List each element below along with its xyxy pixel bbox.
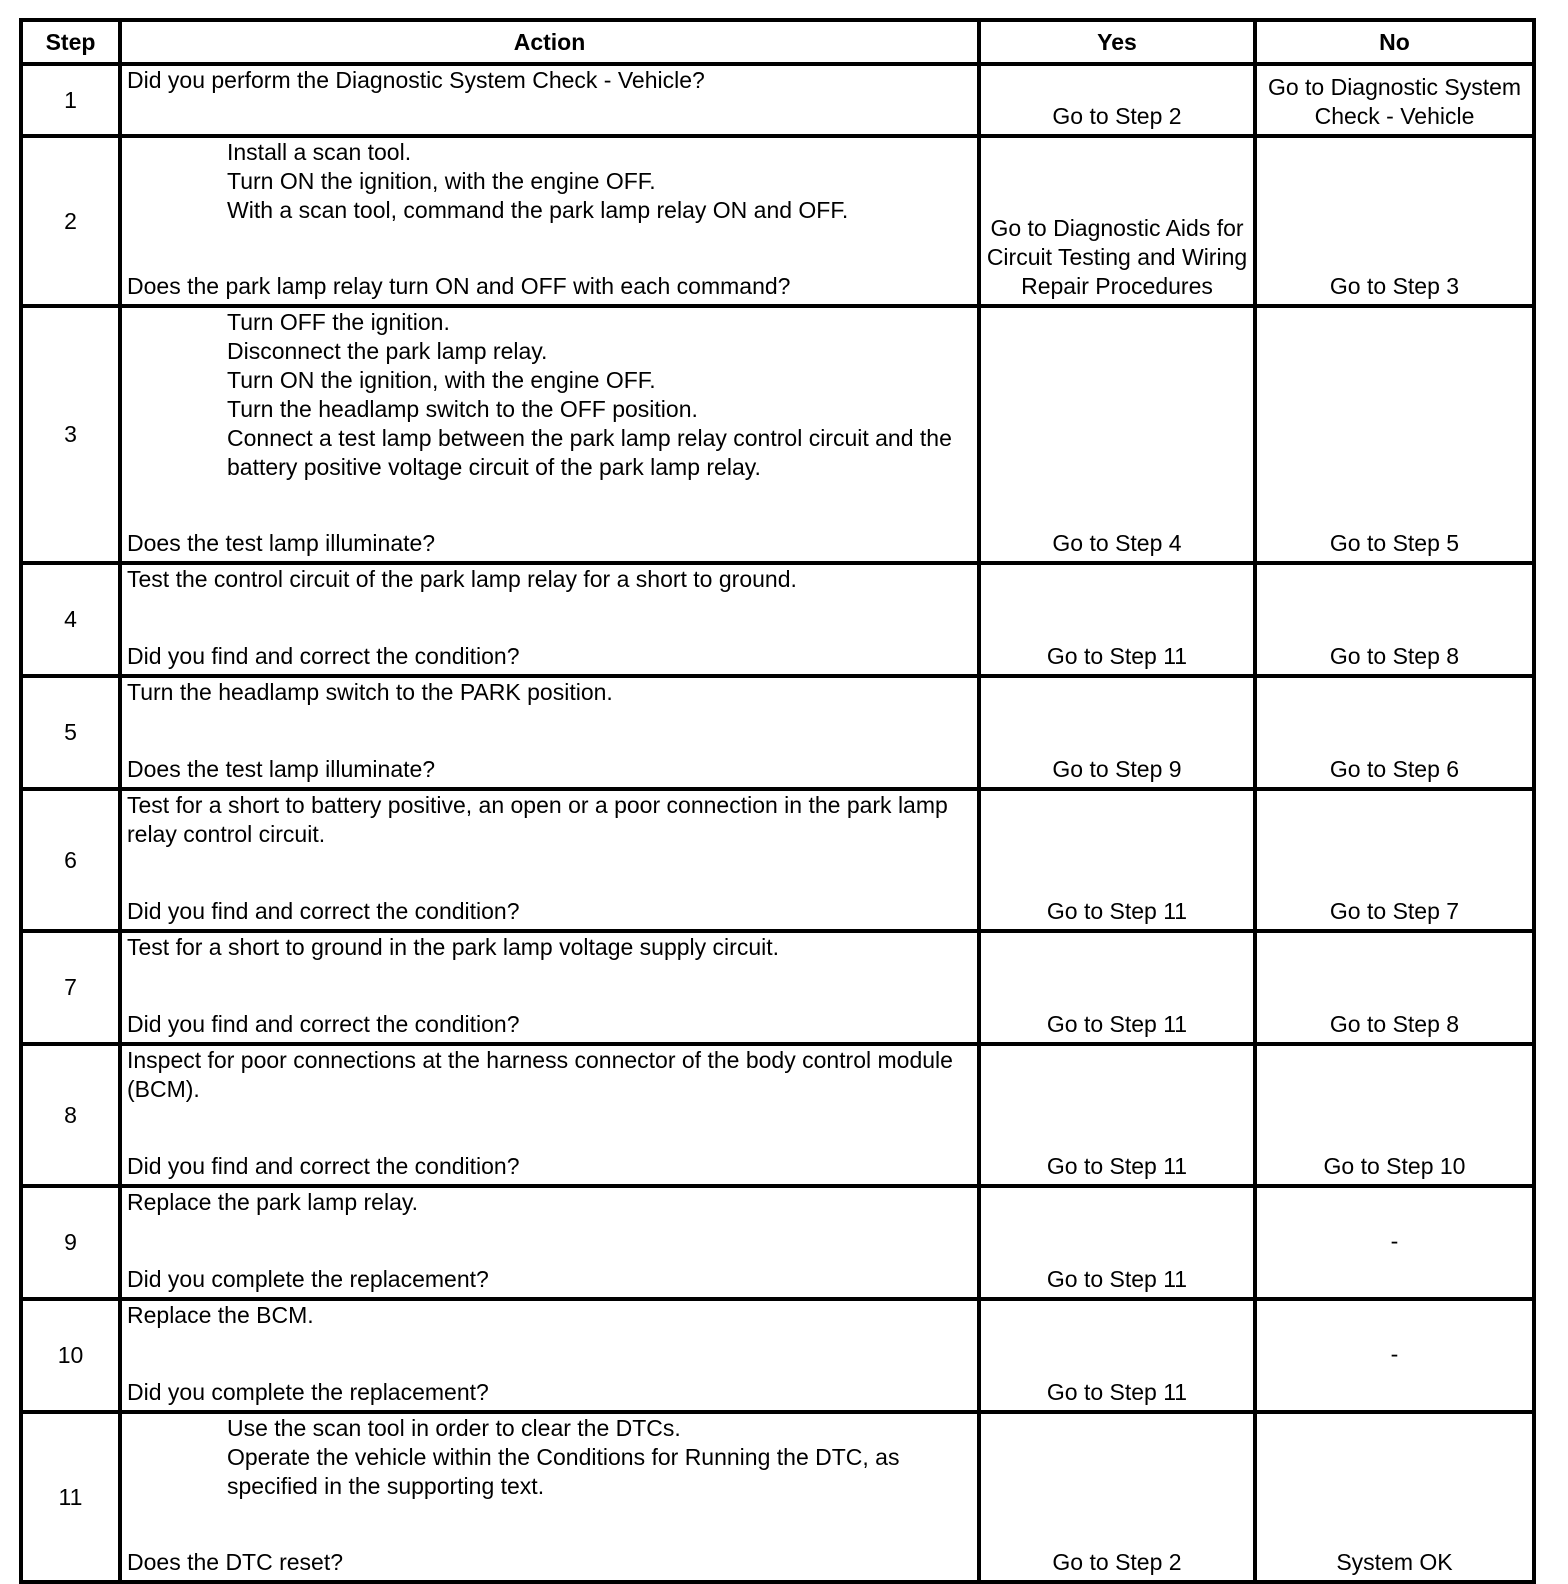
action-instructions <box>127 678 973 707</box>
substep-list <box>127 138 973 225</box>
no-result: Go to Step 8 <box>1255 563 1534 676</box>
step-number: 8 <box>21 1044 120 1186</box>
action-content <box>127 678 973 784</box>
action-instructions <box>127 791 973 849</box>
action-text: Turn the headlamp switch to the PARK position. <box>127 679 613 705</box>
substep-item: Turn ON the ignition, with the engine OFF. <box>227 367 656 393</box>
action-content <box>127 1414 973 1577</box>
action-cell <box>120 676 979 789</box>
action-text: Replace the park lamp relay. <box>127 1189 419 1215</box>
no-result: System OK <box>1255 1412 1534 1582</box>
action-content <box>127 565 973 671</box>
action-text: Test the control circuit of the park lamp relay for a short to ground. <box>127 566 797 592</box>
no-result: Go to Diagnostic System Check - Vehicle <box>1255 64 1534 136</box>
action-question: Does the test lamp illuminate? <box>127 756 436 782</box>
action-cell <box>120 136 979 306</box>
action-text: Inspect for poor connections at the harness connector of the body control module (BCM). <box>127 1047 953 1102</box>
action-instructions <box>127 1188 973 1217</box>
action-instructions <box>127 1414 973 1501</box>
header-step: Step <box>21 20 120 64</box>
no-result: - <box>1255 1299 1534 1412</box>
action-question: Did you find and correct the condition? <box>127 1153 520 1179</box>
action-content <box>127 1188 973 1294</box>
substep-item: Turn the headlamp switch to the OFF position. <box>227 396 698 422</box>
table-body <box>21 64 1534 1582</box>
table-row <box>21 1186 1534 1299</box>
step-number: 6 <box>21 789 120 931</box>
yes-result: Go to Step 9 <box>979 676 1255 789</box>
action-instructions <box>127 308 973 482</box>
step-number: 2 <box>21 136 120 306</box>
yes-result: Go to Step 11 <box>979 931 1255 1044</box>
no-result: Go to Step 7 <box>1255 789 1534 931</box>
yes-result: Go to Step 2 <box>979 64 1255 136</box>
table-row <box>21 789 1534 931</box>
table-row <box>21 1412 1534 1582</box>
step-number: 9 <box>21 1186 120 1299</box>
no-result: Go to Step 3 <box>1255 136 1534 306</box>
yes-result: Go to Step 11 <box>979 789 1255 931</box>
action-cell <box>120 563 979 676</box>
action-text: Replace the BCM. <box>127 1302 314 1328</box>
action-question: Did you find and correct the condition? <box>127 1011 520 1037</box>
step-number: 5 <box>21 676 120 789</box>
diagnostic-table <box>19 18 1536 1584</box>
action-cell <box>120 1044 979 1186</box>
substep-item: Connect a test lamp between the park lamp relay control circuit and the battery positive voltage circuit of the park lamp relay. <box>227 425 952 480</box>
substep-item: Turn OFF the ignition. <box>227 309 450 335</box>
substep-item: Operate the vehicle within the Conditions for Running the DTC, as specified in the supporting text. <box>227 1444 900 1499</box>
no-result: Go to Step 8 <box>1255 931 1534 1044</box>
substep-item: Install a scan tool. <box>227 139 412 165</box>
no-result: Go to Step 5 <box>1255 306 1534 563</box>
action-instructions <box>127 1301 973 1330</box>
action-content <box>127 308 973 558</box>
table-row <box>21 931 1534 1044</box>
action-cell <box>120 1186 979 1299</box>
action-text: Did you perform the Diagnostic System Check - Vehicle? <box>127 67 705 93</box>
no-result: - <box>1255 1186 1534 1299</box>
header-row <box>21 20 1534 64</box>
yes-result: Go to Step 11 <box>979 1044 1255 1186</box>
step-number: 10 <box>21 1299 120 1412</box>
action-question: Does the test lamp illuminate? <box>127 530 436 556</box>
table-row <box>21 1044 1534 1186</box>
action-instructions <box>127 565 973 594</box>
yes-result: Go to Diagnostic Aids for Circuit Testing and Wiring Repair Procedures <box>979 136 1255 306</box>
header-yes: Yes <box>979 20 1255 64</box>
table-row <box>21 306 1534 563</box>
step-number: 4 <box>21 563 120 676</box>
action-question: Does the park lamp relay turn ON and OFF with each command? <box>127 273 791 299</box>
action-content <box>127 1301 973 1407</box>
step-number: 3 <box>21 306 120 563</box>
substep-item: Disconnect the park lamp relay. <box>227 338 548 364</box>
action-question: Did you find and correct the condition? <box>127 898 520 924</box>
table-row <box>21 676 1534 789</box>
no-result: Go to Step 10 <box>1255 1044 1534 1186</box>
no-result: Go to Step 6 <box>1255 676 1534 789</box>
action-cell <box>120 64 979 136</box>
table-row <box>21 136 1534 306</box>
action-question: Did you complete the replacement? <box>127 1379 489 1405</box>
action-cell <box>120 1299 979 1412</box>
action-content <box>127 138 973 301</box>
substep-item: Use the scan tool in order to clear the DTCs. <box>227 1415 681 1441</box>
action-instructions <box>127 1046 973 1104</box>
action-content <box>127 791 973 926</box>
action-instructions <box>127 66 973 95</box>
substep-item: Turn ON the ignition, with the engine OFF. <box>227 168 656 194</box>
action-cell <box>120 789 979 931</box>
table-row <box>21 1299 1534 1412</box>
substep-item: With a scan tool, command the park lamp relay ON and OFF. <box>227 197 849 223</box>
action-cell <box>120 1412 979 1582</box>
yes-result: Go to Step 4 <box>979 306 1255 563</box>
yes-result: Go to Step 2 <box>979 1412 1255 1582</box>
substep-list <box>127 308 973 482</box>
table-row <box>21 563 1534 676</box>
action-instructions <box>127 138 973 225</box>
action-cell <box>120 931 979 1044</box>
action-text: Test for a short to ground in the park lamp voltage supply circuit. <box>127 934 779 960</box>
header-action: Action <box>120 20 979 64</box>
step-number: 1 <box>21 64 120 136</box>
yes-result: Go to Step 11 <box>979 563 1255 676</box>
action-content <box>127 933 973 1039</box>
step-number: 7 <box>21 931 120 1044</box>
yes-result: Go to Step 11 <box>979 1299 1255 1412</box>
action-question: Did you complete the replacement? <box>127 1266 489 1292</box>
action-cell <box>120 306 979 563</box>
action-content <box>127 1046 973 1181</box>
action-question: Did you find and correct the condition? <box>127 643 520 669</box>
action-instructions <box>127 933 973 962</box>
action-text: Test for a short to battery positive, an open or a poor connection in the park lamp relay control circuit. <box>127 792 948 847</box>
action-content <box>127 66 973 131</box>
action-question: Does the DTC reset? <box>127 1549 344 1575</box>
step-number: 11 <box>21 1412 120 1582</box>
header-no: No <box>1255 20 1534 64</box>
substep-list <box>127 1414 973 1501</box>
table-row <box>21 64 1534 136</box>
yes-result: Go to Step 11 <box>979 1186 1255 1299</box>
